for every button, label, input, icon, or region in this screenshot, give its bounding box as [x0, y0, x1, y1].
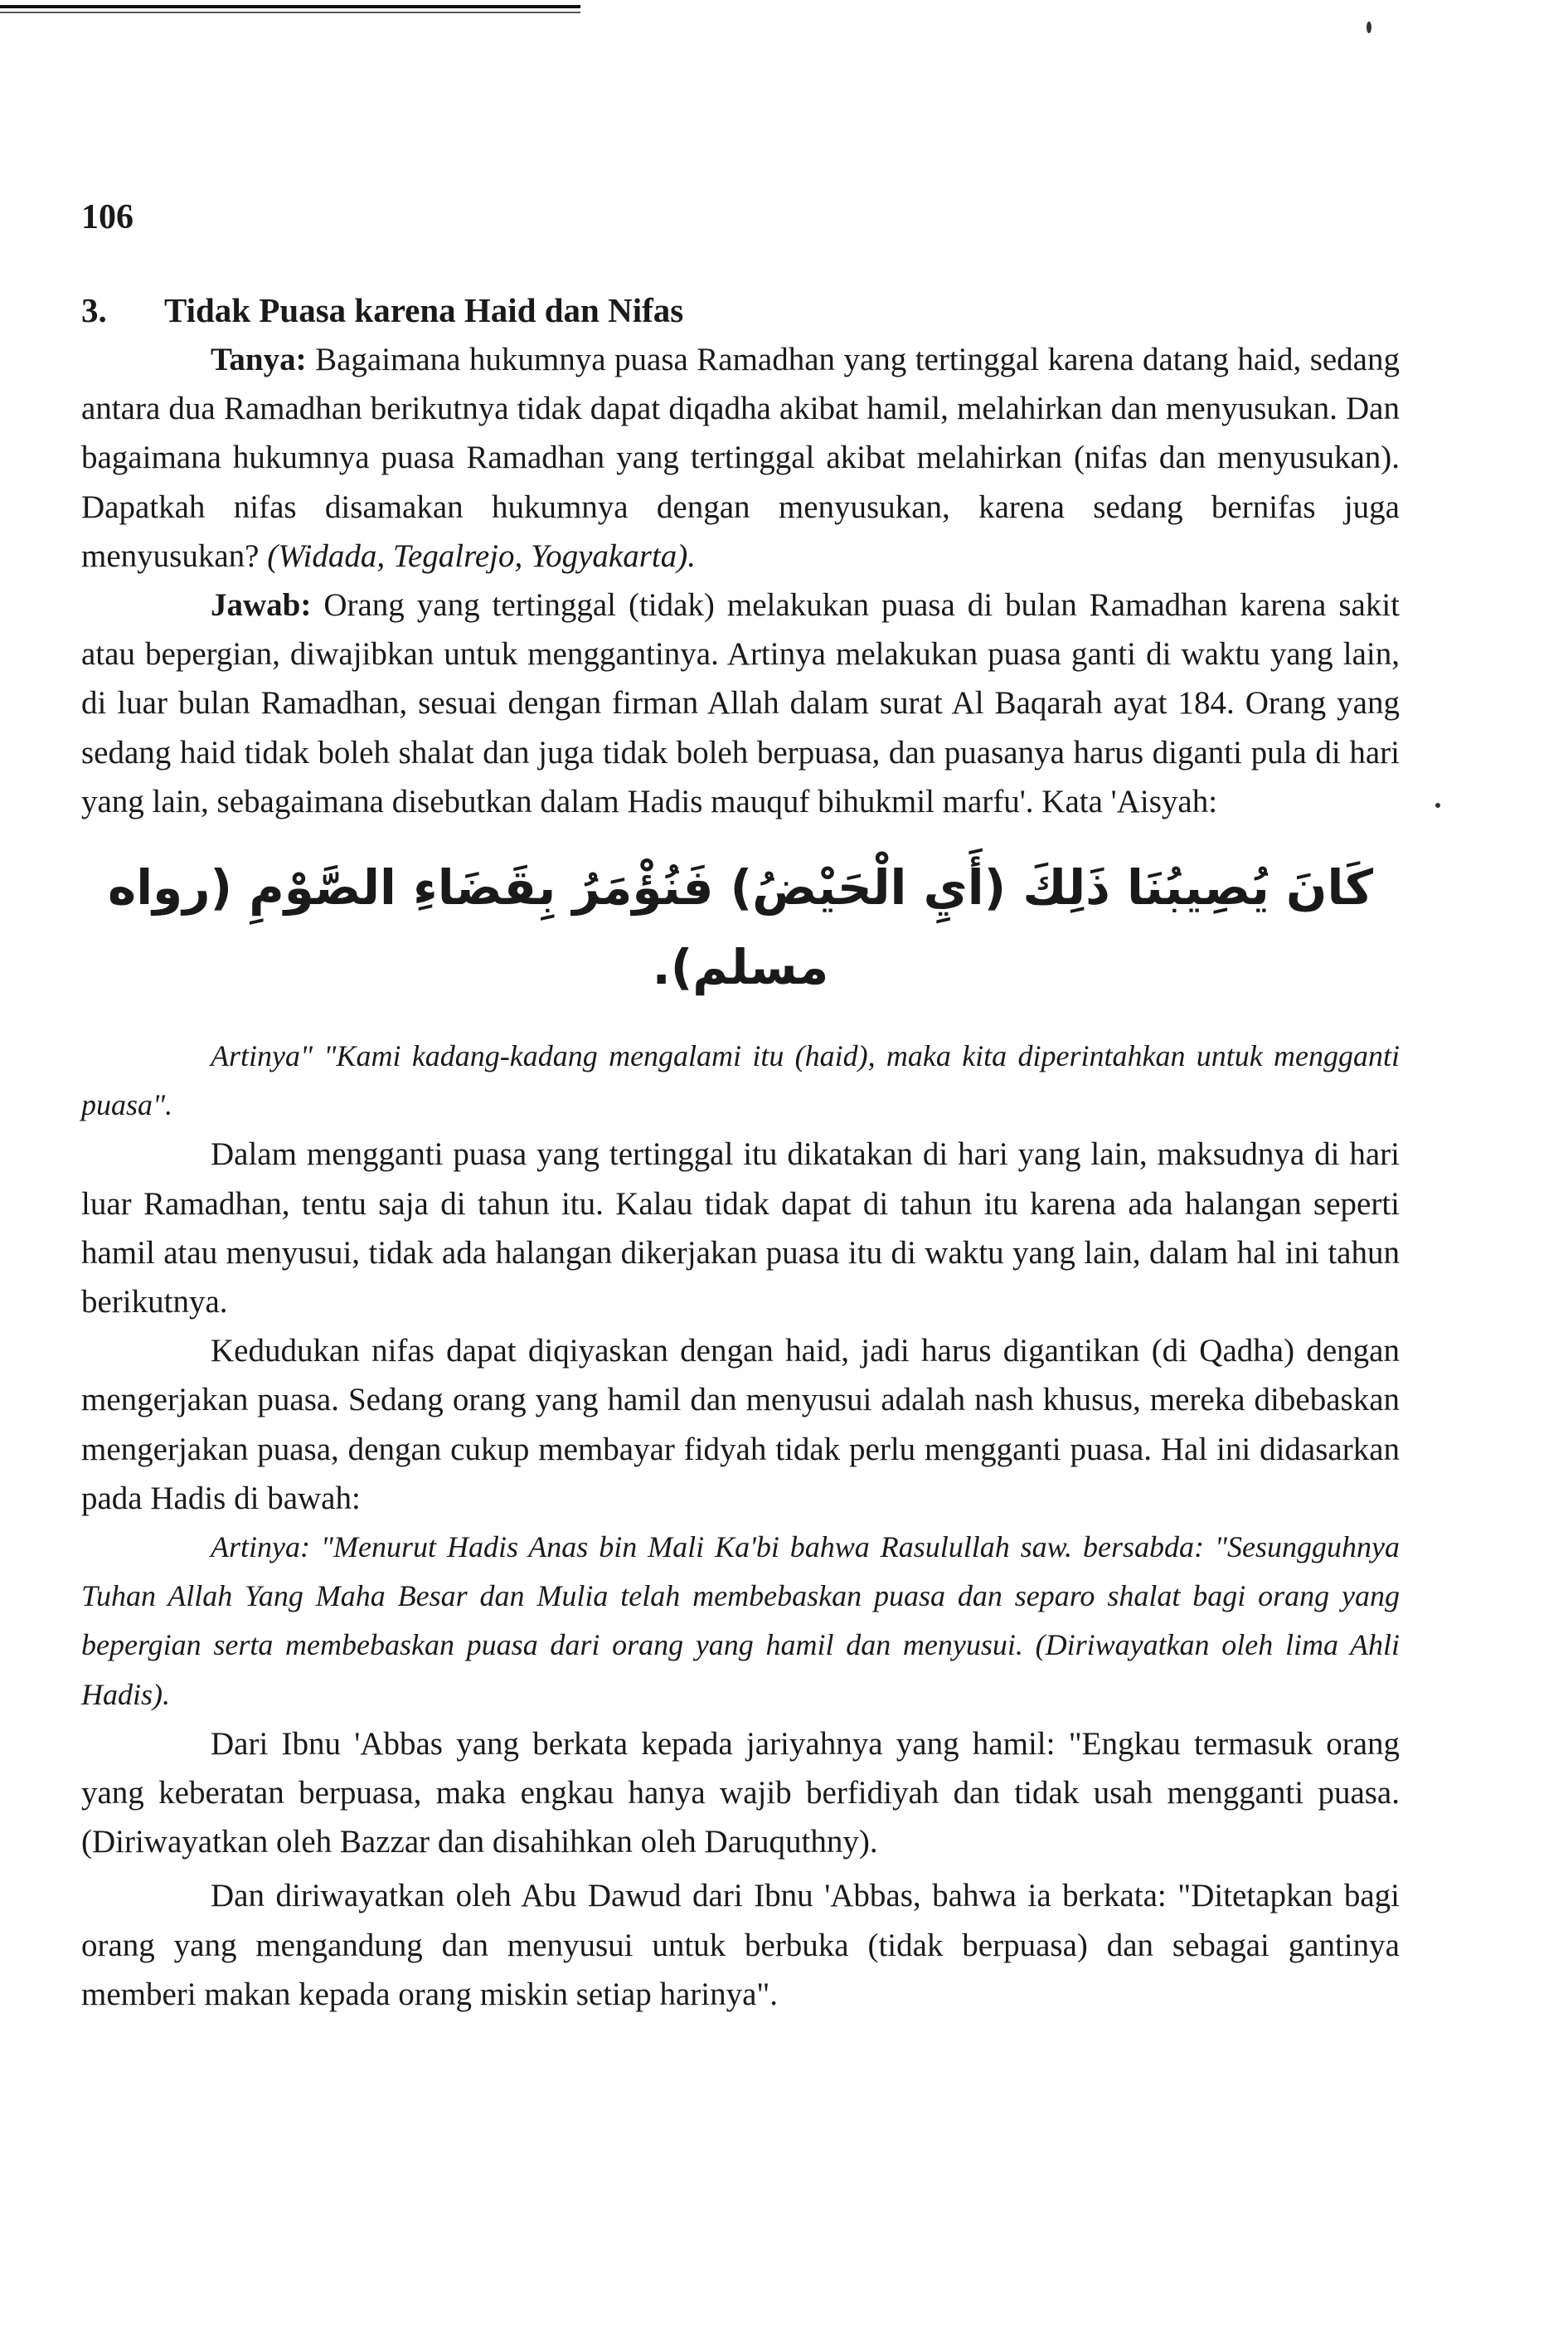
- question-text: Bagaimana hukumnya puasa Ramadhan yang tertinggal karena datang haid, sedang antara dua Ramadhan berikutnya tidak dapat diqadha akibat hamil, melahirkan dan menyusukan. Dan bagaimana hukumnya puasa Ramadhan yang tertinggal akibat melahirkan (nifas dan menyusukan). Dapatkah nifas disamakan hukumnya dengan menyusukan, karena sedang bernifas juga menyusukan?: [81, 342, 1400, 574]
- question-label: Tanya:: [211, 342, 307, 377]
- answer-paragraph: [81, 581, 1400, 826]
- section-title: Tidak Puasa karena Haid dan Nifas: [164, 291, 684, 329]
- question-paragraph: [81, 335, 1400, 581]
- body-paragraph-2: Kedudukan nifas dapat diqiyaskan dengan haid, jadi harus digantikan (di Qadha) dengan mengerjakan puasa. Sedang orang yang hamil dan menyusui adalah nash khusus, mereka dibebaskan mengerjakan puasa, dengan cukup membayar fidyah tidak perlu mengganti puasa. Hal ini didasarkan pada Hadis di bawah:: [81, 1333, 1400, 1516]
- answer-label: Jawab:: [211, 587, 312, 624]
- page-body: [81, 286, 1400, 2019]
- answer-text: Orang yang tertinggal (tidak) melakukan puasa di bulan Ramadhan karena sakit atau bepergian, diwajibkan untuk menggantinya. Artinya melakukan puasa ganti di waktu yang lain, di luar bulan Ramadhan, sesuai dengan firman Allah dalam surat Al Baqarah ayat 184. Orang yang sedang haid tidak boleh shalat dan juga tidak boleh berpuasa, dan puasanya harus diganti pula di hari yang lain, sebagaimana disebutkan dalam Hadis mauquf bihukmil marfu'. Kata 'Aisyah:: [81, 587, 1400, 819]
- section-heading: [81, 286, 1400, 335]
- scan-speck: [1367, 22, 1371, 33]
- hadith-translation-1: Artinya" "Kami kadang-kadang mengalami itu (haid), maka kita diperintahkan untuk mengganti puasa".: [81, 1039, 1400, 1122]
- top-border-rule-thin: [0, 12, 580, 13]
- page-number: 106: [81, 198, 133, 236]
- scan-speck: [1435, 803, 1440, 808]
- hadith-translation-2: Artinya: "Menurut Hadis Anas bin Mali Ka'bi bahwa Rasulullah saw. bersabda: "Sesungguhnya Tuhan Allah Yang Maha Besar dan Mulia telah membebaskan puasa dan separo shalat bagi orang yang bepergian serta membebaskan puasa dari orang yang hamil dan menyusui. (Diriwayatkan oleh lima Ahli Hadis).: [81, 1530, 1400, 1711]
- closing-paragraph-2: Dan diriwayatkan oleh Abu Dawud dari Ibnu 'Abbas, bahwa ia berkata: "Ditetapkan bagi orang yang mengandung dan menyusui untuk berbuka (tidak berpuasa) dan sebagai gantinya memberi makan kepada orang miskin setiap harinya".: [81, 1878, 1400, 2012]
- question-source: (Widada, Tegalrejo, Yogyakarta).: [267, 537, 696, 574]
- section-number: 3.: [81, 291, 107, 329]
- closing-paragraph-1: Dari Ibnu 'Abbas yang berkata kepada jariyahnya yang hamil: "Engkau termasuk orang yang keberatan berpuasa, maka engkau hanya wajib berfidiyah dan tidak usah mengganti puasa. (Diriwayatkan oleh Bazzar dan disahihkan oleh Daruquthny).: [81, 1725, 1400, 1860]
- top-border-rule: [0, 5, 580, 8]
- body-paragraph-1: Dalam mengganti puasa yang tertinggal itu dikatakan di hari yang lain, maksudnya di hari luar Ramadhan, tentu saja di tahun itu. Kalau tidak dapat di tahun itu karena ada halangan seperti hamil atau menyusui, tidak ada halangan dikerjakan puasa itu di waktu yang lain, dalam hal ini tahun berikutnya.: [81, 1136, 1400, 1320]
- arabic-hadith-quote: كَانَ يُصِيبُنَا ذَلِكَ (أَيِ الْحَيْضُ) فَنُؤْمَرُ بِقَضَاءِ الصَّوْمِ (رواه مسلم).: [107, 859, 1373, 996]
